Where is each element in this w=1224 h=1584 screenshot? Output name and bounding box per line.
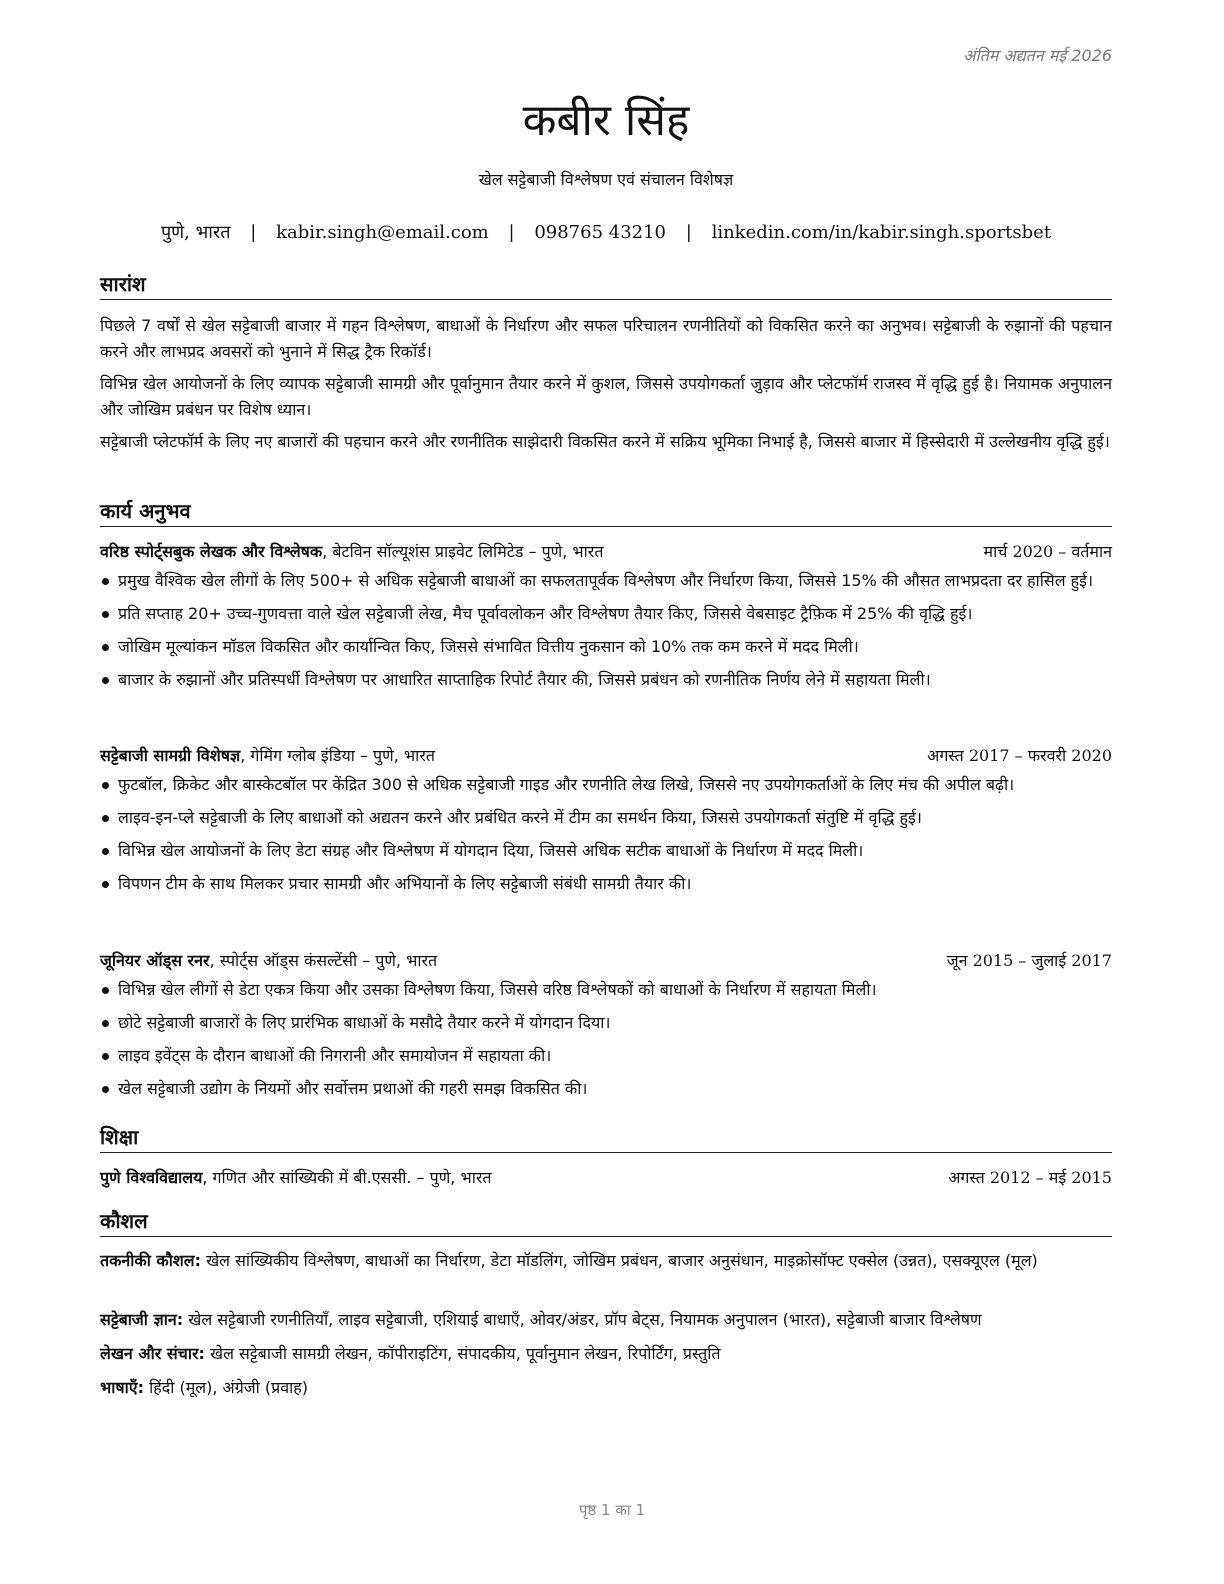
- bullet-icon: [102, 881, 109, 888]
- resume-page: [100, 0, 1112, 1584]
- school-name: पुणे विश्वविद्यालय: [100, 1168, 203, 1187]
- job-employer: , बेटविन सॉल्यूशंस प्राइवेट लिमिटेड – पुणे, भारत: [322, 542, 604, 561]
- bullet-icon: [102, 815, 109, 822]
- section-title-experience: कार्य अनुभव: [100, 497, 1112, 527]
- job-employer: , स्पोर्ट्स ऑड्स कंसल्टेंसी – पुणे, भारत: [209, 951, 438, 970]
- job-title: वरिष्ठ स्पोर्ट्सबुक लेखक और विश्लेषक: [100, 542, 323, 561]
- bullet-icon: [102, 848, 109, 855]
- contact-separator: |: [508, 222, 515, 243]
- list-item: विपणन टीम के साथ मिलकर प्रचार सामग्री और अभियानों के लिए सट्टेबाजी संबंधी सामग्री तैयार की।: [100, 871, 1112, 897]
- skill-label: भाषाएँ:: [100, 1378, 145, 1397]
- job-header: [100, 540, 1112, 564]
- section-title-summary: सारांश: [100, 270, 1112, 300]
- section-title-education: शिक्षा: [100, 1123, 1112, 1153]
- list-item: फुटबॉल, क्रिकेट और बास्केटबॉल पर केंद्रित 300 से अधिक सट्टेबाजी गाइड और रणनीति लेख लिखे, जिससे नए उपयोगकर्ताओं के लिए मंच की अपील बढ़ी।: [100, 772, 1112, 798]
- bullet-icon: [102, 987, 109, 994]
- list-item: लाइव-इन-प्ले सट्टेबाजी के लिए बाधाओं को अद्यतन करने और प्रबंधित करने में टीम का समर्थन किया, जिससे उपयोगकर्ता संतुष्टि में वृद्धि हुई।: [100, 805, 1112, 831]
- skill-row: [100, 1307, 1112, 1333]
- education-dates: अगस्त 2012 – मई 2015: [948, 1168, 1112, 1187]
- skill-text: खेल सांख्यिकीय विश्लेषण, बाधाओं का निर्धारण, डेटा मॉडलिंग, जोखिम प्रबंधन, बाजार अनुसंधान, माइक्रोसॉफ्ट एक्सेल (उन्नत), एसक्यूएल (मूल): [201, 1251, 1038, 1270]
- summary-paragraph: सट्टेबाजी प्लेटफॉर्म के लिए नए बाजारों की पहचान करने और रणनीतिक साझेदारी विकसित करने में सक्रिय भूमिका निभाई है, जिससे बाजार में हिस्सेदारी में उल्लेखनीय वृद्धि हुई।: [100, 432, 1110, 451]
- bullet-icon: [102, 1053, 109, 1060]
- bullet-icon: [102, 782, 109, 789]
- education-entry: [100, 1166, 1112, 1190]
- job-header: [100, 949, 1112, 973]
- job-bullets: [100, 568, 1112, 700]
- job-dates: जून 2015 – जुलाई 2017: [946, 951, 1112, 970]
- skill-row: [100, 1341, 1112, 1367]
- job-dates: अगस्त 2017 – फरवरी 2020: [927, 746, 1112, 765]
- list-item: बाजार के रुझानों और प्रतिस्पर्धी विश्लेषण पर आधारित साप्ताहिक रिपोर्ट तैयार की, जिससे प्रबंधन को रणनीतिक निर्णय लेने में सहायता मिली।: [100, 667, 1112, 693]
- skill-label: तकनीकी कौशल:: [100, 1251, 201, 1270]
- skill-text: हिंदी (मूल), अंग्रेजी (प्रवाह): [144, 1378, 309, 1397]
- last-updated: अंतिम अद्यतन मई 2026: [963, 46, 1112, 65]
- contact-email[interactable]: kabir.singh@email.com: [276, 222, 489, 243]
- skill-text: खेल सट्टेबाजी रणनीतियाँ, लाइव सट्टेबाजी, एशियाई बाधाएँ, ओवर/अंडर, प्रॉप बेट्स, नियामक अनुपालन (भारत), सट्टेबाजी बाजार विश्लेषण: [183, 1310, 982, 1329]
- skill-label: सट्टेबाजी ज्ञान:: [100, 1310, 184, 1329]
- list-item: जोखिम मूल्यांकन मॉडल विकसित और कार्यान्वित किए, जिससे संभावित वित्तीय नुकसान को 10% तक कम करने में मदद मिली।: [100, 634, 1112, 660]
- contact-phone[interactable]: 098765 43210: [534, 222, 667, 243]
- degree-detail: , गणित और सांख्यिकी में बी.एससी. – पुणे, भारत: [202, 1168, 492, 1187]
- candidate-name: कबीर सिंह: [522, 95, 690, 146]
- bullet-icon: [102, 1086, 109, 1093]
- list-item: विभिन्न खेल आयोजनों के लिए डेटा संग्रह और विश्लेषण में योगदान दिया, जिससे अधिक सटीक बाधाओं के निर्धारण में मदद मिली।: [100, 838, 1112, 864]
- job-title: सट्टेबाजी सामग्री विशेषज्ञ: [100, 746, 241, 765]
- list-item: खेल सट्टेबाजी उद्योग के नियमों और सर्वोत्तम प्रथाओं की गहरी समझ विकसित की।: [100, 1076, 1112, 1102]
- bullet-icon: [102, 611, 109, 618]
- list-item: प्रति सप्ताह 20+ उच्च-गुणवत्ता वाले खेल सट्टेबाजी लेख, मैच पूर्वावलोकन और विश्लेषण तैयार किए, जिससे वेबसाइट ट्रैफ़िक में 25% की वृद्धि हुई।: [100, 601, 1112, 627]
- job-employer: , गेमिंग ग्लोब इंडिया – पुणे, भारत: [240, 746, 435, 765]
- skill-row: [100, 1248, 1112, 1274]
- skill-row: [100, 1375, 1112, 1401]
- job-dates: मार्च 2020 – वर्तमान: [983, 542, 1112, 561]
- bullet-icon: [102, 578, 109, 585]
- job-header: [100, 744, 1112, 768]
- job-bullets: [100, 977, 1112, 1109]
- skill-text: खेल सट्टेबाजी सामग्री लेखन, कॉपीराइटिंग, संपादकीय, पूर्वानुमान लेखन, रिपोर्टिंग, प्रस्तुति: [204, 1344, 721, 1363]
- list-item: लाइव इवेंट्स के दौरान बाधाओं की निगरानी और समायोजन में सहायता की।: [100, 1043, 1112, 1069]
- skill-label: लेखन और संचार:: [100, 1344, 205, 1363]
- contact-linkedin[interactable]: linkedin.com/in/kabir.singh.sportsbet: [711, 222, 1052, 243]
- section-title-skills: कौशल: [100, 1207, 1112, 1237]
- list-item: विभिन्न खेल लीगों से डेटा एकत्र किया और उसका विश्लेषण किया, जिससे वरिष्ठ विश्लेषकों को बाधाओं के निर्धारण में सहायता मिली।: [100, 977, 1112, 1003]
- contact-line: [100, 220, 1112, 244]
- job-title: जूनियर ऑड्स रनर: [100, 951, 210, 970]
- contact-location: पुणे, भारत: [160, 222, 231, 243]
- summary-paragraph: पिछले 7 वर्षों से खेल सट्टेबाजी बाजार में गहन विश्लेषण, बाधाओं के निर्धारण और सफल परिचालन रणनीतियों को विकसित करने का अनुभव। सट्टेबाजी के रुझानों की पहचान करने और लाभप्रद अवसरों को भुनाने में सिद्ध ट्रैक रिकॉर्ड।: [100, 316, 1112, 361]
- contact-separator: |: [250, 222, 257, 243]
- bullet-icon: [102, 644, 109, 651]
- list-item: छोटे सट्टेबाजी बाजारों के लिए प्रारंभिक बाधाओं के मसौदे तैयार करने में योगदान दिया।: [100, 1010, 1112, 1036]
- bullet-icon: [102, 1020, 109, 1027]
- summary-paragraph: विभिन्न खेल आयोजनों के लिए व्यापक सट्टेबाजी सामग्री और पूर्वानुमान तैयार करने में कुशल, जिससे उपयोगकर्ता जुड़ाव और प्लेटफॉर्म राजस्व में वृद्धि हुई है। नियामक अनुपालन और जोखिम प्रबंधन पर विशेष ध्यान।: [100, 374, 1112, 419]
- contact-separator: |: [685, 222, 692, 243]
- list-item: प्रमुख वैश्विक खेल लीगों के लिए 500+ से अधिक सट्टेबाजी बाधाओं का सफलतापूर्वक विश्लेषण और निर्धारण किया, जिससे 15% की औसत लाभप्रदता दर हासिल हुई।: [100, 568, 1112, 594]
- page-number: पृष्ठ 1 का 1: [578, 1501, 646, 1519]
- job-bullets: [100, 772, 1112, 904]
- headline: खेल सट्टेबाजी विश्लेषण एवं संचालन विशेषज्ञ: [478, 170, 734, 189]
- bullet-icon: [102, 677, 109, 684]
